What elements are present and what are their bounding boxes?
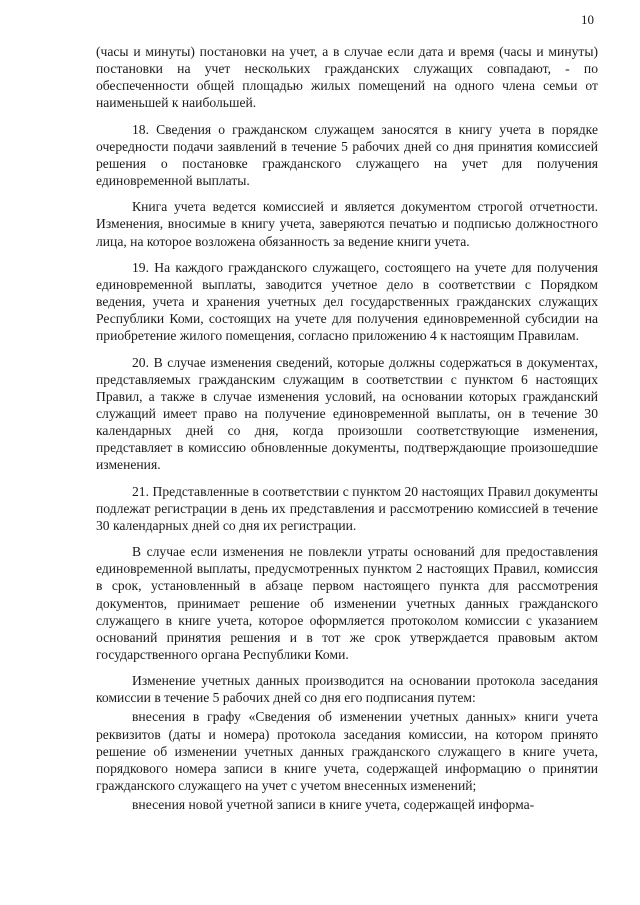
paragraph-changes-decision: В случае если изменения не повлекли утраты оснований для предоставления единовременной выплаты, предусмотренных пунктом 2 настоящих Правил, комиссия в срок, установленный в абзаце первом настоящего пункта для рассмотрения документов, принимает решение об изменении учетных данных гражданского служащего в книге учета, которое оформляется протоколом комиссии с указанием оснований принятия решения и в тот же срок утверждается правовым актом государственного органа Республики Коми. — [96, 544, 598, 662]
paragraph-item-20: 20. В случае изменения сведений, которые должны содержаться в документах, представляемых гражданским служащим в соответствии с пунктом 6 настоящих Правил, а также в случае изменения условий, на основании которых гражданский служащий имеет право на получение единовременной выплаты, он в течение 30 календарных дней со дня, когда произошли соответствующие изменения, представляет в комиссию обновленные документы, подтверждающие произошедшие изменения. — [96, 354, 598, 473]
page-number: 10 — [581, 12, 594, 27]
paragraph-changes-procedure: Изменение учетных данных производится на основании протокола заседания комиссии в течение 5 рабочих дней со дня его подписания путем: — [96, 673, 598, 706]
paragraph-item-18: 18. Сведения о гражданском служащем заносятся в книгу учета в порядке очередности подачи заявлений в течение 5 рабочих дней со дня принятия комиссией решения о постановке гражданского служащего на учет для получения единовременной выплаты. — [96, 121, 598, 189]
paragraph-list-item-2: внесения новой учетной записи в книге учета, содержащей информа- — [132, 797, 535, 813]
paragraph-record-book: Книга учета ведется комиссией и является документом строгой отчетности. Изменения, вносимые в книгу учета, заверяются печатью и подписью должностного лица, на которое возложена обязанность за ведение книги учета. — [96, 199, 598, 249]
document-body — [96, 43, 598, 815]
paragraph-list-item-1: внесения в графу «Сведения об изменении учетных данных» книги учета реквизитов (даты и номера) протокола заседания комиссии, на котором принято решение об изменении учетных данных гражданского служащего в книге учета, порядкового номера записи в книге учета, содержащей информацию о принятии гражданского служащего на учет с учетом внесенных изменений; — [96, 709, 598, 794]
paragraph-item-21: 21. Представленные в соответствии с пунктом 20 настоящих Правил документы подлежат регистрации в день их представления и рассмотрению комиссией в течение 30 календарных дней со дня их регистрации. — [96, 483, 598, 533]
paragraph-continuation: (часы и минуты) постановки на учет, а в случае если дата и время (часы и минуты) постановки на учет нескольких гражданских служащих совпадают, - по обеспеченности общей площадью жилых помещений на одного члена семьи от наименьшей к наибольшей. — [96, 44, 598, 111]
paragraph-item-19: 19. На каждого гражданского служащего, состоящего на учете для получения единовременной выплаты, заводится учетное дело в соответствии с Порядком ведения, учета и хранения учетных дел государственных гражданских служащих Республики Коми, состоящих на учете для получения единовременной субсидии на приобретение жилого помещения, согласно приложению 4 к настоящим Правилам. — [96, 259, 598, 344]
